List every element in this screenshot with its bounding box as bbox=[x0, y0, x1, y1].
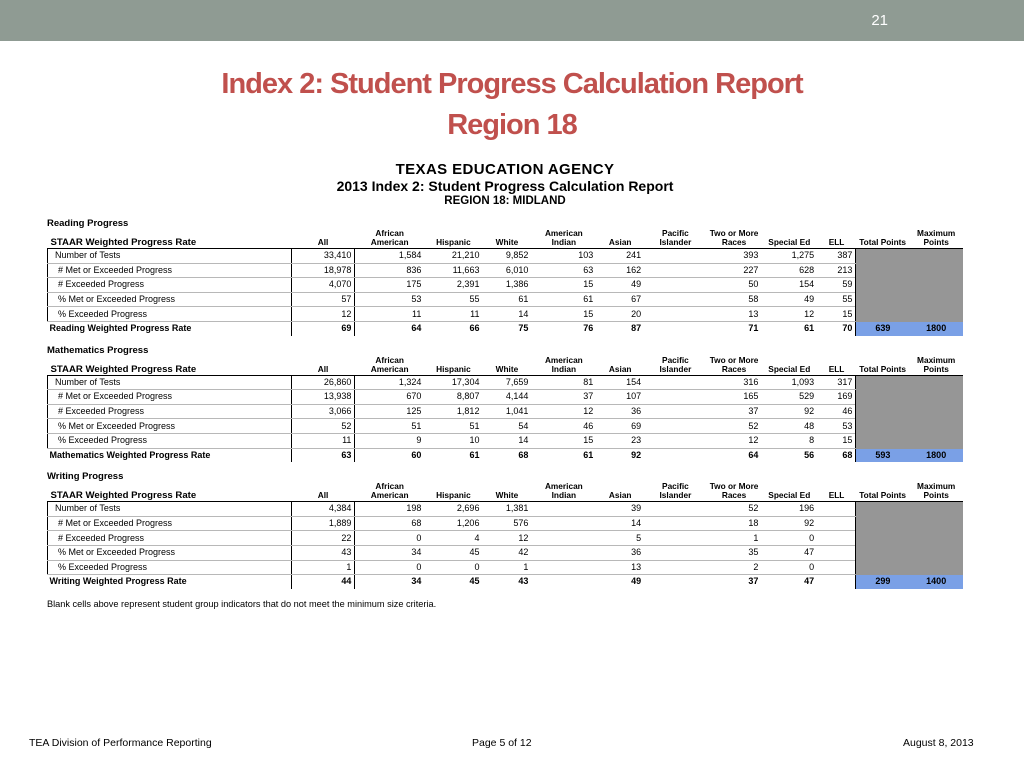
column-header: Hispanic bbox=[424, 482, 482, 502]
table-row bbox=[48, 278, 964, 293]
data-cell bbox=[531, 545, 596, 560]
data-cell: 52 bbox=[707, 419, 762, 434]
data-cell: 9 bbox=[355, 433, 424, 448]
data-cell: 6,010 bbox=[482, 263, 531, 278]
header-label: STAAR Weighted Progress Rate bbox=[48, 229, 292, 249]
rate-cell: 44 bbox=[291, 575, 355, 589]
row-label: # Exceeded Progress bbox=[48, 404, 292, 419]
rate-cell: 64 bbox=[748, 449, 759, 460]
rate-cell: 63 bbox=[291, 448, 355, 462]
data-cell bbox=[644, 375, 707, 390]
rate-cell: 87 bbox=[631, 323, 642, 334]
table-row bbox=[48, 516, 964, 531]
table-row bbox=[48, 375, 964, 390]
footer-left: TEA Division of Performance Reporting bbox=[29, 737, 212, 749]
data-cell: 14 bbox=[482, 307, 531, 322]
data-cell: 2 bbox=[707, 560, 762, 575]
data-cell: 165 bbox=[707, 390, 762, 405]
data-cell: 628 bbox=[761, 263, 817, 278]
rate-cell: 76 bbox=[583, 323, 594, 334]
data-cell: 68 bbox=[355, 516, 424, 531]
data-cell bbox=[644, 531, 707, 546]
total-points-cell: 639 bbox=[856, 321, 910, 335]
footer-date: August 8, 2013 bbox=[903, 737, 974, 749]
section-2 bbox=[47, 472, 963, 589]
column-header: Asian bbox=[596, 482, 644, 502]
data-cell: 1,381 bbox=[482, 502, 531, 517]
data-cell: 37 bbox=[707, 404, 762, 419]
rate-cell: 45 bbox=[469, 576, 480, 587]
data-cell bbox=[817, 516, 856, 531]
data-cell: 1 bbox=[707, 531, 762, 546]
data-cell: 18,978 bbox=[291, 263, 355, 278]
data-cell: 12 bbox=[291, 307, 355, 322]
data-cell: 37 bbox=[531, 390, 596, 405]
progress-table bbox=[47, 229, 963, 336]
slide-title bbox=[0, 64, 1024, 146]
data-cell: 53 bbox=[817, 419, 856, 434]
data-cell: 57 bbox=[291, 292, 355, 307]
data-cell: 61 bbox=[482, 292, 531, 307]
row-label: # Exceeded Progress bbox=[48, 278, 292, 293]
data-cell: 317 bbox=[817, 375, 856, 390]
rate-cell: 37 bbox=[748, 576, 759, 587]
data-cell: 69 bbox=[596, 419, 644, 434]
data-cell bbox=[644, 516, 707, 531]
data-cell: 125 bbox=[355, 404, 424, 419]
data-cell: 55 bbox=[817, 292, 856, 307]
report-sections bbox=[47, 219, 963, 589]
data-cell: 1 bbox=[482, 560, 531, 575]
rate-label: Mathematics Weighted Progress Rate bbox=[48, 448, 292, 462]
data-cell: 169 bbox=[817, 390, 856, 405]
column-header: Asian bbox=[596, 356, 644, 376]
section-title: Mathematics Progress bbox=[47, 344, 149, 356]
column-header: Pacific Islander bbox=[644, 482, 707, 502]
data-cell: 670 bbox=[355, 390, 424, 405]
data-cell: 46 bbox=[531, 419, 596, 434]
rate-cell: 71 bbox=[748, 323, 759, 334]
row-label: % Exceeded Progress bbox=[48, 433, 292, 448]
points-blank-cell bbox=[856, 502, 963, 575]
table-row bbox=[48, 545, 964, 560]
data-cell: 17,304 bbox=[424, 375, 482, 390]
data-cell: 2,696 bbox=[424, 502, 482, 517]
rate-cell: 70 bbox=[842, 323, 853, 334]
column-header: White bbox=[482, 356, 531, 376]
max-points-cell: 1800 bbox=[909, 321, 963, 335]
data-cell: 8 bbox=[761, 433, 817, 448]
data-cell: 81 bbox=[531, 375, 596, 390]
data-cell: 9,852 bbox=[482, 249, 531, 264]
data-cell: 22 bbox=[291, 531, 355, 546]
total-points-cell: 299 bbox=[856, 575, 910, 589]
table-row bbox=[48, 263, 964, 278]
rate-cell: 69 bbox=[291, 321, 355, 335]
data-cell: 26,860 bbox=[291, 375, 355, 390]
region-name: REGION 18: MIDLAND bbox=[444, 195, 566, 207]
data-cell: 51 bbox=[355, 419, 424, 434]
data-cell bbox=[644, 263, 707, 278]
header-label: STAAR Weighted Progress Rate bbox=[48, 482, 292, 502]
data-cell: 198 bbox=[355, 502, 424, 517]
data-cell: 49 bbox=[596, 278, 644, 293]
data-cell: 196 bbox=[761, 502, 817, 517]
data-cell: 154 bbox=[761, 278, 817, 293]
row-label: % Met or Exceeded Progress bbox=[48, 292, 292, 307]
data-cell: 36 bbox=[596, 545, 644, 560]
column-header: Two or More Races bbox=[707, 229, 762, 249]
table-row bbox=[48, 390, 964, 405]
data-cell: 14 bbox=[596, 516, 644, 531]
row-label: # Met or Exceeded Progress bbox=[48, 516, 292, 531]
data-cell: 1,889 bbox=[291, 516, 355, 531]
rate-cell: 43 bbox=[518, 576, 529, 587]
column-header: American Indian bbox=[531, 356, 596, 376]
data-cell bbox=[531, 531, 596, 546]
data-cell: 59 bbox=[817, 278, 856, 293]
header-label: STAAR Weighted Progress Rate bbox=[48, 356, 292, 376]
table-row bbox=[48, 404, 964, 419]
data-cell bbox=[817, 545, 856, 560]
data-cell: 14 bbox=[482, 433, 531, 448]
rate-cell bbox=[644, 321, 707, 335]
data-cell: 23 bbox=[596, 433, 644, 448]
data-cell: 1 bbox=[291, 560, 355, 575]
total-points-cell: 593 bbox=[856, 448, 910, 462]
data-cell: 36 bbox=[596, 404, 644, 419]
data-cell: 15 bbox=[531, 278, 596, 293]
data-cell: 63 bbox=[531, 263, 596, 278]
section-title: Reading Progress bbox=[47, 218, 129, 229]
report-document bbox=[47, 162, 963, 609]
data-cell: 154 bbox=[596, 375, 644, 390]
data-cell: 13 bbox=[596, 560, 644, 575]
data-cell: 35 bbox=[707, 545, 762, 560]
data-cell: 7,659 bbox=[482, 375, 531, 390]
row-label: % Exceeded Progress bbox=[48, 307, 292, 322]
rate-cell: 61 bbox=[804, 323, 815, 334]
data-cell: 52 bbox=[707, 502, 762, 517]
column-header: American Indian bbox=[531, 482, 596, 502]
column-header: African American bbox=[355, 482, 424, 502]
data-cell: 58 bbox=[707, 292, 762, 307]
data-cell: 47 bbox=[761, 545, 817, 560]
data-cell: 13,938 bbox=[291, 390, 355, 405]
data-cell: 10 bbox=[424, 433, 482, 448]
data-cell bbox=[644, 433, 707, 448]
data-cell: 5 bbox=[596, 531, 644, 546]
data-cell bbox=[644, 278, 707, 293]
data-cell: 1,093 bbox=[761, 375, 817, 390]
column-header: Total Points bbox=[856, 482, 910, 502]
column-header: Total Points bbox=[856, 229, 910, 249]
data-cell: 45 bbox=[424, 545, 482, 560]
data-cell: 2,391 bbox=[424, 278, 482, 293]
rate-cell: 47 bbox=[804, 576, 815, 587]
data-cell: 51 bbox=[424, 419, 482, 434]
column-header: Maximum Points bbox=[909, 356, 963, 376]
rate-cell bbox=[817, 575, 856, 589]
row-label: % Met or Exceeded Progress bbox=[48, 419, 292, 434]
data-cell: 12 bbox=[761, 307, 817, 322]
data-cell bbox=[644, 545, 707, 560]
column-header: Hispanic bbox=[424, 356, 482, 376]
data-cell: 92 bbox=[761, 404, 817, 419]
column-header: White bbox=[482, 229, 531, 249]
data-cell bbox=[644, 502, 707, 517]
data-cell: 0 bbox=[761, 560, 817, 575]
row-label: Number of Tests bbox=[48, 502, 292, 517]
slide-number: 21 bbox=[871, 12, 888, 29]
column-header: African American bbox=[355, 229, 424, 249]
data-cell: 175 bbox=[355, 278, 424, 293]
points-blank-cell bbox=[856, 249, 963, 322]
data-cell: 67 bbox=[596, 292, 644, 307]
data-cell: 11 bbox=[291, 433, 355, 448]
data-cell: 92 bbox=[761, 516, 817, 531]
data-cell: 39 bbox=[596, 502, 644, 517]
data-cell: 103 bbox=[531, 249, 596, 264]
data-cell: 34 bbox=[355, 545, 424, 560]
data-cell: 42 bbox=[482, 545, 531, 560]
data-cell: 0 bbox=[355, 531, 424, 546]
column-header: Pacific Islander bbox=[644, 229, 707, 249]
rate-cell: 61 bbox=[469, 449, 480, 460]
data-cell: 46 bbox=[817, 404, 856, 419]
rate-cell: 60 bbox=[411, 449, 422, 460]
max-points-cell: 1800 bbox=[909, 448, 963, 462]
data-cell: 0 bbox=[761, 531, 817, 546]
column-header: Special Ed bbox=[761, 356, 817, 376]
rate-cell bbox=[644, 575, 707, 589]
data-cell: 241 bbox=[596, 249, 644, 264]
row-label: # Met or Exceeded Progress bbox=[48, 390, 292, 405]
data-cell bbox=[531, 502, 596, 517]
column-header: All bbox=[291, 356, 355, 376]
data-cell bbox=[817, 560, 856, 575]
data-cell: 18 bbox=[707, 516, 762, 531]
data-cell bbox=[817, 531, 856, 546]
column-header: Two or More Races bbox=[707, 356, 762, 376]
section-1 bbox=[47, 346, 963, 463]
data-cell: 0 bbox=[355, 560, 424, 575]
data-cell: 387 bbox=[817, 249, 856, 264]
data-cell: 12 bbox=[707, 433, 762, 448]
column-header: White bbox=[482, 482, 531, 502]
data-cell bbox=[644, 390, 707, 405]
table-row bbox=[48, 560, 964, 575]
weighted-rate-row bbox=[48, 575, 964, 589]
table-row bbox=[48, 419, 964, 434]
data-cell: 4,384 bbox=[291, 502, 355, 517]
data-cell: 227 bbox=[707, 263, 762, 278]
table-row bbox=[48, 502, 964, 517]
max-points-cell: 1400 bbox=[909, 575, 963, 589]
data-cell: 4 bbox=[424, 531, 482, 546]
data-cell: 529 bbox=[761, 390, 817, 405]
data-cell: 1,041 bbox=[482, 404, 531, 419]
weighted-rate-row bbox=[48, 448, 964, 462]
data-cell: 52 bbox=[291, 419, 355, 434]
data-cell: 1,584 bbox=[355, 249, 424, 264]
row-label: % Exceeded Progress bbox=[48, 560, 292, 575]
data-cell bbox=[644, 307, 707, 322]
section-0 bbox=[47, 219, 963, 336]
row-label: # Met or Exceeded Progress bbox=[48, 263, 292, 278]
agency-name: TEXAS EDUCATION AGENCY bbox=[395, 161, 615, 178]
data-cell: 1,386 bbox=[482, 278, 531, 293]
data-cell: 21,210 bbox=[424, 249, 482, 264]
row-label: % Met or Exceeded Progress bbox=[48, 545, 292, 560]
data-cell: 11,663 bbox=[424, 263, 482, 278]
data-cell: 1,324 bbox=[355, 375, 424, 390]
table-row bbox=[48, 433, 964, 448]
column-header: African American bbox=[355, 356, 424, 376]
rate-cell: 66 bbox=[469, 323, 480, 334]
weighted-rate-row bbox=[48, 321, 964, 335]
data-cell: 11 bbox=[355, 307, 424, 322]
points-blank-cell bbox=[856, 375, 963, 448]
data-cell: 49 bbox=[761, 292, 817, 307]
data-cell: 162 bbox=[596, 263, 644, 278]
column-header: Asian bbox=[596, 229, 644, 249]
rate-label: Writing Weighted Progress Rate bbox=[48, 575, 292, 589]
column-header: Hispanic bbox=[424, 229, 482, 249]
data-cell: 11 bbox=[424, 307, 482, 322]
data-cell: 1,206 bbox=[424, 516, 482, 531]
data-cell: 4,070 bbox=[291, 278, 355, 293]
blank-cells-note: Blank cells above represent student group indicators that do not meet the minimum size criteria. bbox=[47, 598, 437, 609]
table-row bbox=[48, 292, 964, 307]
data-cell: 15 bbox=[531, 307, 596, 322]
data-cell bbox=[644, 419, 707, 434]
data-cell: 54 bbox=[482, 419, 531, 434]
data-cell: 213 bbox=[817, 263, 856, 278]
column-header: ELL bbox=[817, 482, 856, 502]
column-header: American Indian bbox=[531, 229, 596, 249]
progress-table bbox=[47, 356, 963, 463]
rate-cell: 56 bbox=[804, 449, 815, 460]
data-cell: 107 bbox=[596, 390, 644, 405]
data-cell bbox=[644, 560, 707, 575]
data-cell: 15 bbox=[817, 433, 856, 448]
column-header: ELL bbox=[817, 229, 856, 249]
rate-cell: 92 bbox=[631, 449, 642, 460]
table-row bbox=[48, 531, 964, 546]
rate-cell: 68 bbox=[518, 449, 529, 460]
table-row bbox=[48, 307, 964, 322]
data-cell: 8,807 bbox=[424, 390, 482, 405]
column-header: Special Ed bbox=[761, 482, 817, 502]
rate-cell: 75 bbox=[518, 323, 529, 334]
header-row bbox=[48, 229, 964, 249]
data-cell bbox=[531, 560, 596, 575]
data-cell: 13 bbox=[707, 307, 762, 322]
rate-label: Reading Weighted Progress Rate bbox=[48, 321, 292, 335]
data-cell: 0 bbox=[424, 560, 482, 575]
slide-title-line1: Index 2: Student Progress Calculation Report bbox=[221, 68, 803, 100]
column-header: Maximum Points bbox=[909, 482, 963, 502]
data-cell: 33,410 bbox=[291, 249, 355, 264]
report-title: 2013 Index 2: Student Progress Calculation Report bbox=[336, 178, 674, 194]
column-header: Special Ed bbox=[761, 229, 817, 249]
data-cell bbox=[531, 516, 596, 531]
rate-cell: 64 bbox=[411, 323, 422, 334]
data-cell: 48 bbox=[761, 419, 817, 434]
column-header: Total Points bbox=[856, 356, 910, 376]
column-header: ELL bbox=[817, 356, 856, 376]
rate-cell: 34 bbox=[411, 576, 422, 587]
data-cell: 4,144 bbox=[482, 390, 531, 405]
data-cell: 43 bbox=[291, 545, 355, 560]
rate-cell bbox=[531, 575, 596, 589]
rate-cell: 49 bbox=[631, 576, 642, 587]
column-header: Two or More Races bbox=[707, 482, 762, 502]
row-label: # Exceeded Progress bbox=[48, 531, 292, 546]
data-cell: 61 bbox=[531, 292, 596, 307]
column-header: All bbox=[291, 482, 355, 502]
rate-cell bbox=[644, 448, 707, 462]
data-cell: 836 bbox=[355, 263, 424, 278]
header-row bbox=[48, 482, 964, 502]
data-cell: 15 bbox=[817, 307, 856, 322]
data-cell bbox=[817, 502, 856, 517]
data-cell: 55 bbox=[424, 292, 482, 307]
column-header: Pacific Islander bbox=[644, 356, 707, 376]
data-cell: 1,275 bbox=[761, 249, 817, 264]
header-row bbox=[48, 356, 964, 376]
data-cell bbox=[644, 249, 707, 264]
data-cell: 316 bbox=[707, 375, 762, 390]
data-cell: 3,066 bbox=[291, 404, 355, 419]
column-header: Maximum Points bbox=[909, 229, 963, 249]
data-cell bbox=[644, 292, 707, 307]
row-label: Number of Tests bbox=[48, 249, 292, 264]
top-bar bbox=[0, 0, 1024, 41]
section-title: Writing Progress bbox=[47, 471, 124, 483]
rate-cell: 61 bbox=[583, 449, 594, 460]
data-cell: 576 bbox=[482, 516, 531, 531]
footer-page: Page 5 of 12 bbox=[472, 737, 532, 749]
progress-table bbox=[47, 482, 963, 589]
table-row bbox=[48, 249, 964, 264]
data-cell bbox=[644, 404, 707, 419]
data-cell: 53 bbox=[355, 292, 424, 307]
data-cell: 12 bbox=[531, 404, 596, 419]
data-cell: 12 bbox=[482, 531, 531, 546]
data-cell: 1,812 bbox=[424, 404, 482, 419]
data-cell: 20 bbox=[596, 307, 644, 322]
column-header: All bbox=[291, 229, 355, 249]
rate-cell: 68 bbox=[842, 449, 853, 460]
data-cell: 50 bbox=[707, 278, 762, 293]
data-cell: 15 bbox=[531, 433, 596, 448]
data-cell: 393 bbox=[707, 249, 762, 264]
row-label: Number of Tests bbox=[48, 375, 292, 390]
slide-title-line2: Region 18 bbox=[447, 109, 577, 141]
